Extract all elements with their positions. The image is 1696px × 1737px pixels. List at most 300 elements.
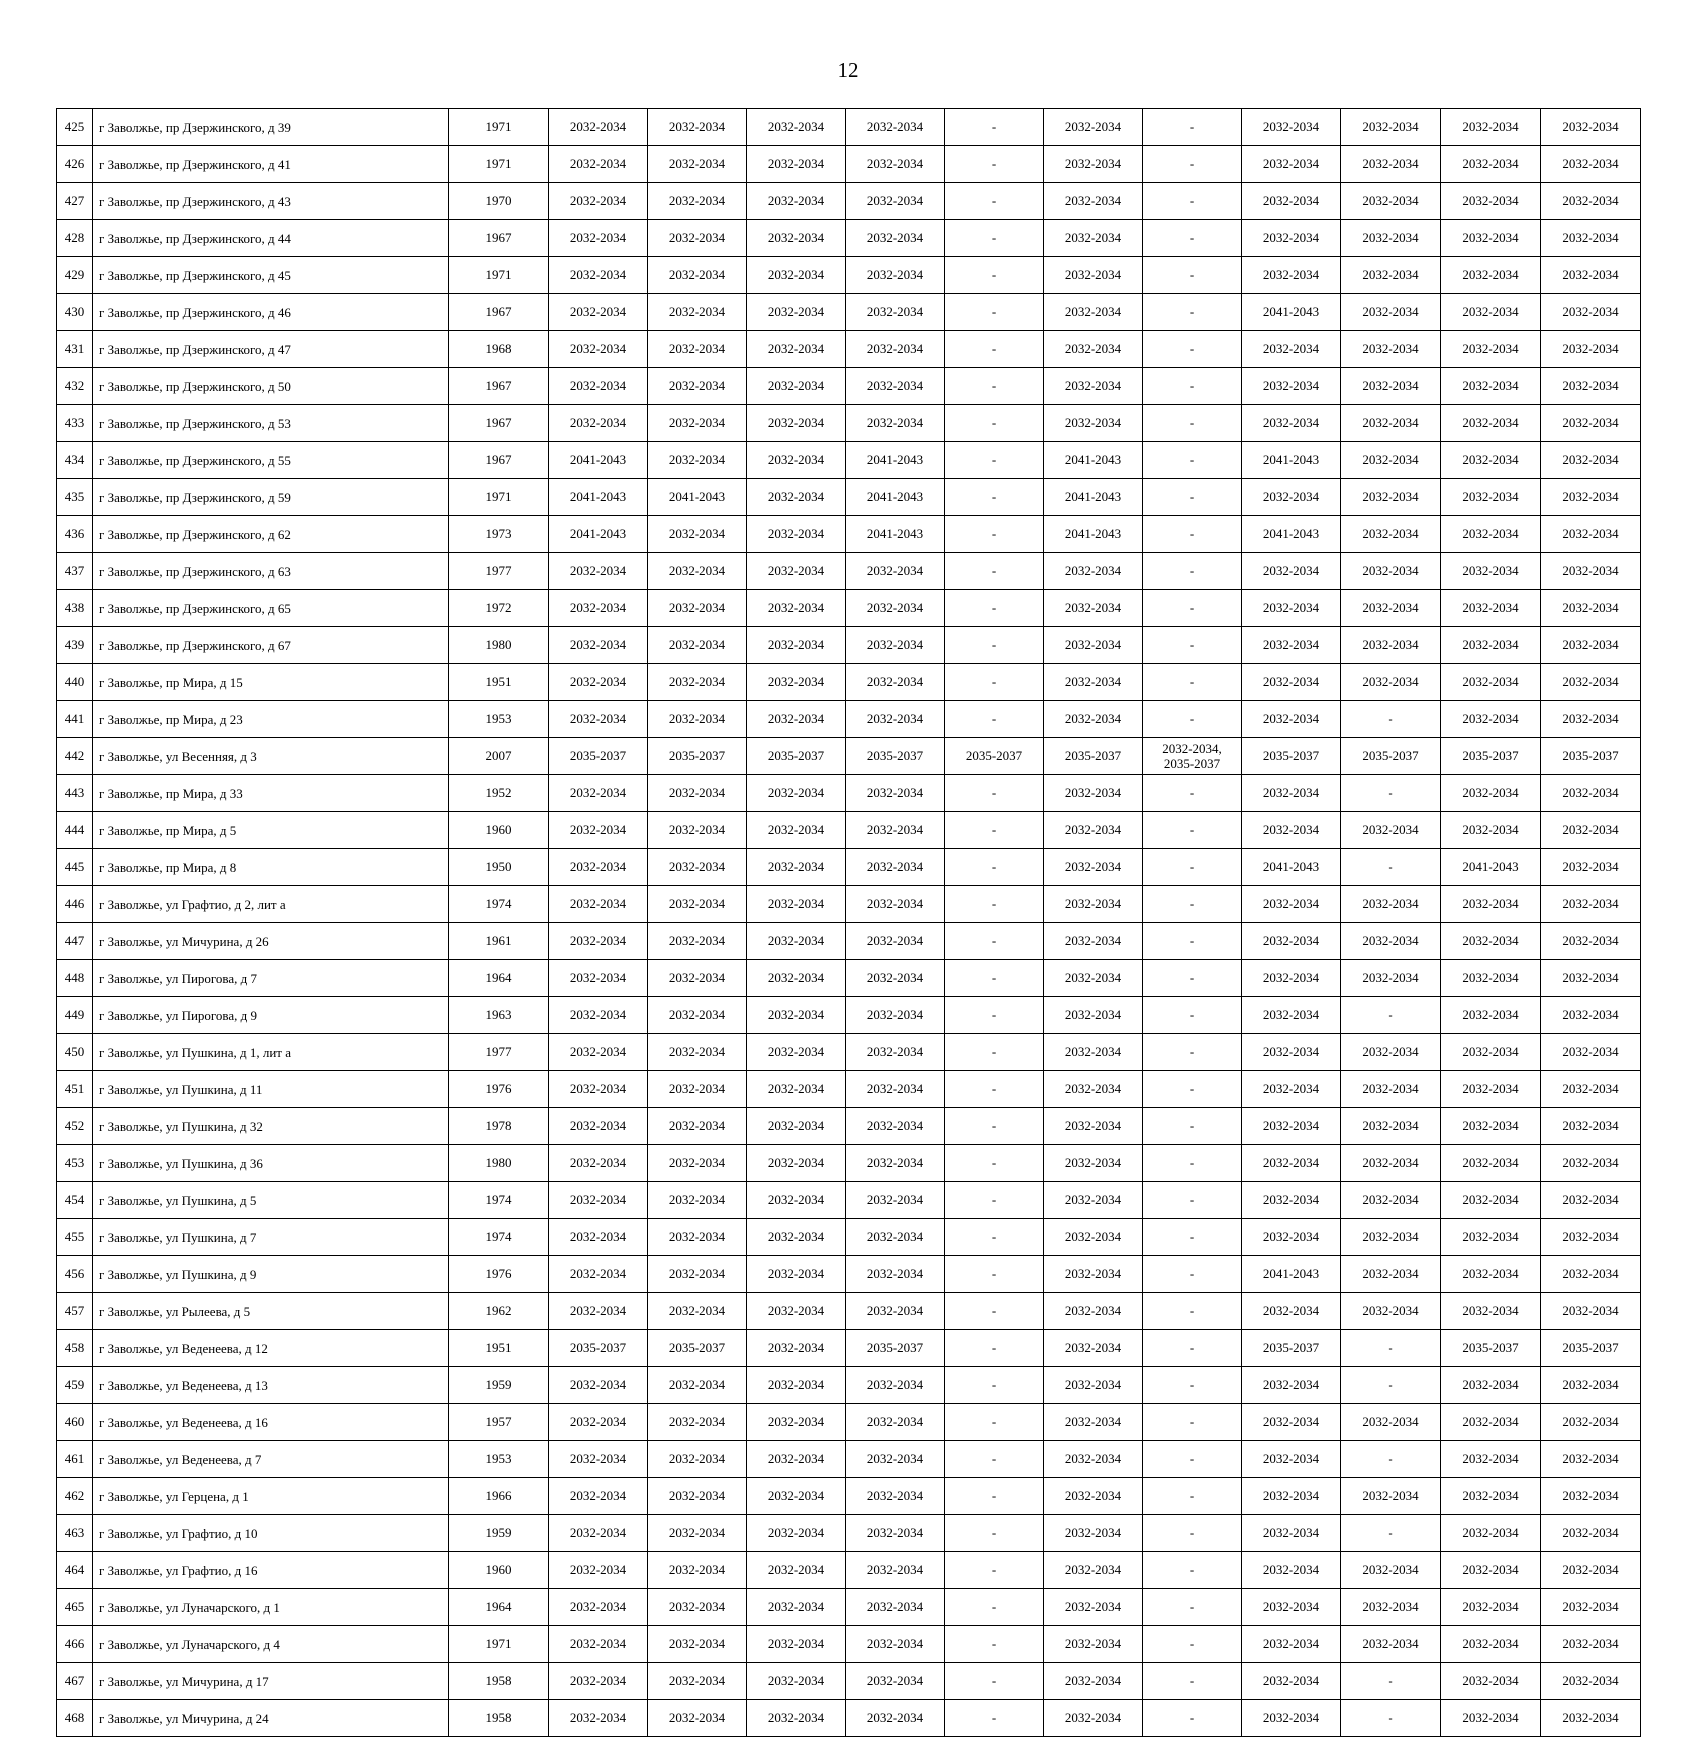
period-col-1-cell: 2041-2043 bbox=[549, 442, 648, 479]
row-number-cell: 443 bbox=[57, 775, 93, 812]
address-cell: г Заволжье, пр Мира, д 5 bbox=[93, 812, 449, 849]
period-col-4-cell: 2032-2034 bbox=[846, 1663, 945, 1700]
period-col-9-cell: 2032-2034 bbox=[1341, 294, 1441, 331]
period-col-1-cell: 2032-2034 bbox=[549, 1404, 648, 1441]
period-col-8-cell: 2032-2034 bbox=[1242, 1515, 1341, 1552]
period-col-11-cell: 2032-2034 bbox=[1541, 923, 1641, 960]
period-col-10-cell: 2032-2034 bbox=[1441, 1071, 1541, 1108]
period-col-7-cell: - bbox=[1143, 997, 1242, 1034]
table-row bbox=[57, 664, 1641, 701]
period-col-9-cell: 2032-2034 bbox=[1341, 886, 1441, 923]
table-row bbox=[57, 1478, 1641, 1515]
period-col-3-cell: 2032-2034 bbox=[747, 1441, 846, 1478]
period-col-9-cell: 2032-2034 bbox=[1341, 812, 1441, 849]
period-col-8-cell: 2032-2034 bbox=[1242, 553, 1341, 590]
period-col-6-cell: 2032-2034 bbox=[1044, 1626, 1143, 1663]
period-col-2-cell: 2032-2034 bbox=[648, 1626, 747, 1663]
table-row bbox=[57, 1663, 1641, 1700]
table-row bbox=[57, 368, 1641, 405]
period-col-7-cell: - bbox=[1143, 812, 1242, 849]
period-col-8-cell: 2032-2034 bbox=[1242, 1663, 1341, 1700]
period-col-11-cell: 2032-2034 bbox=[1541, 405, 1641, 442]
period-col-10-cell: 2032-2034 bbox=[1441, 664, 1541, 701]
period-col-1-cell: 2032-2034 bbox=[549, 923, 648, 960]
year-built-cell: 1962 bbox=[449, 1293, 549, 1330]
period-col-2-cell: 2032-2034 bbox=[648, 331, 747, 368]
period-col-10-cell: 2032-2034 bbox=[1441, 1108, 1541, 1145]
address-cell: г Заволжье, пр Дзержинского, д 59 bbox=[93, 479, 449, 516]
period-col-1-cell: 2032-2034 bbox=[549, 1219, 648, 1256]
address-cell: г Заволжье, ул Пушкина, д 36 bbox=[93, 1145, 449, 1182]
period-col-5-cell: - bbox=[945, 1404, 1044, 1441]
period-col-11-cell: 2032-2034 bbox=[1541, 1478, 1641, 1515]
period-col-8-cell: 2032-2034 bbox=[1242, 331, 1341, 368]
period-col-9-cell: 2032-2034 bbox=[1341, 479, 1441, 516]
table-row bbox=[57, 849, 1641, 886]
period-col-10-cell: 2032-2034 bbox=[1441, 923, 1541, 960]
period-col-9-cell: 2032-2034 bbox=[1341, 1552, 1441, 1589]
period-col-4-cell: 2032-2034 bbox=[846, 997, 945, 1034]
period-col-9-cell: - bbox=[1341, 1700, 1441, 1737]
address-cell: г Заволжье, пр Дзержинского, д 63 bbox=[93, 553, 449, 590]
period-col-10-cell: 2032-2034 bbox=[1441, 1293, 1541, 1330]
period-col-10-cell: 2041-2043 bbox=[1441, 849, 1541, 886]
period-col-7-cell: - bbox=[1143, 1663, 1242, 1700]
period-col-1-cell: 2041-2043 bbox=[549, 479, 648, 516]
period-col-9-cell: 2032-2034 bbox=[1341, 368, 1441, 405]
period-col-11-cell: 2032-2034 bbox=[1541, 183, 1641, 220]
year-built-cell: 1971 bbox=[449, 109, 549, 146]
row-number-cell: 438 bbox=[57, 590, 93, 627]
period-col-9-cell: - bbox=[1341, 1441, 1441, 1478]
period-col-6-cell: 2032-2034 bbox=[1044, 1071, 1143, 1108]
period-col-7-cell: - bbox=[1143, 1515, 1242, 1552]
period-col-5-cell: - bbox=[945, 1663, 1044, 1700]
period-col-1-cell: 2032-2034 bbox=[549, 553, 648, 590]
table-row bbox=[57, 627, 1641, 664]
period-col-2-cell: 2032-2034 bbox=[648, 1478, 747, 1515]
period-col-8-cell: 2032-2034 bbox=[1242, 220, 1341, 257]
table-row bbox=[57, 257, 1641, 294]
address-cell: г Заволжье, пр Дзержинского, д 45 bbox=[93, 257, 449, 294]
period-col-11-cell: 2032-2034 bbox=[1541, 1219, 1641, 1256]
period-col-6-cell: 2032-2034 bbox=[1044, 886, 1143, 923]
period-col-9-cell: 2032-2034 bbox=[1341, 1478, 1441, 1515]
period-col-1-cell: 2032-2034 bbox=[549, 1367, 648, 1404]
table-row bbox=[57, 1182, 1641, 1219]
period-col-2-cell: 2041-2043 bbox=[648, 479, 747, 516]
period-col-6-cell: 2041-2043 bbox=[1044, 516, 1143, 553]
period-col-4-cell: 2032-2034 bbox=[846, 590, 945, 627]
period-col-9-cell: 2032-2034 bbox=[1341, 923, 1441, 960]
period-col-2-cell: 2032-2034 bbox=[648, 1182, 747, 1219]
period-col-1-cell: 2041-2043 bbox=[549, 516, 648, 553]
period-col-6-cell: 2032-2034 bbox=[1044, 1145, 1143, 1182]
period-col-11-cell: 2032-2034 bbox=[1541, 553, 1641, 590]
period-col-6-cell: 2032-2034 bbox=[1044, 1441, 1143, 1478]
period-col-2-cell: 2032-2034 bbox=[648, 1219, 747, 1256]
period-col-2-cell: 2032-2034 bbox=[648, 701, 747, 738]
table-row bbox=[57, 590, 1641, 627]
period-col-6-cell: 2032-2034 bbox=[1044, 1367, 1143, 1404]
period-col-4-cell: 2032-2034 bbox=[846, 1515, 945, 1552]
period-col-11-cell: 2032-2034 bbox=[1541, 886, 1641, 923]
period-col-6-cell: 2032-2034 bbox=[1044, 590, 1143, 627]
table-row bbox=[57, 1219, 1641, 1256]
period-col-1-cell: 2032-2034 bbox=[549, 775, 648, 812]
address-cell: г Заволжье, ул Веденеева, д 16 bbox=[93, 1404, 449, 1441]
period-col-7-cell: - bbox=[1143, 1293, 1242, 1330]
year-built-cell: 1958 bbox=[449, 1700, 549, 1737]
row-number-cell: 449 bbox=[57, 997, 93, 1034]
period-col-7-cell: - bbox=[1143, 627, 1242, 664]
address-cell: г Заволжье, ул Пирогова, д 7 bbox=[93, 960, 449, 997]
period-col-3-cell: 2032-2034 bbox=[747, 1108, 846, 1145]
period-col-5-cell: - bbox=[945, 553, 1044, 590]
period-col-7-cell: - bbox=[1143, 257, 1242, 294]
period-col-4-cell: 2032-2034 bbox=[846, 1108, 945, 1145]
period-col-8-cell: 2032-2034 bbox=[1242, 1367, 1341, 1404]
period-col-1-cell: 2032-2034 bbox=[549, 220, 648, 257]
period-col-8-cell: 2041-2043 bbox=[1242, 516, 1341, 553]
period-col-6-cell: 2041-2043 bbox=[1044, 442, 1143, 479]
year-built-cell: 1977 bbox=[449, 553, 549, 590]
period-col-8-cell: 2032-2034 bbox=[1242, 1071, 1341, 1108]
period-col-6-cell: 2032-2034 bbox=[1044, 1330, 1143, 1367]
period-col-8-cell: 2032-2034 bbox=[1242, 183, 1341, 220]
period-col-9-cell: 2032-2034 bbox=[1341, 960, 1441, 997]
period-col-2-cell: 2032-2034 bbox=[648, 257, 747, 294]
period-col-11-cell: 2032-2034 bbox=[1541, 442, 1641, 479]
address-cell: г Заволжье, пр Дзержинского, д 47 bbox=[93, 331, 449, 368]
year-built-cell: 1967 bbox=[449, 294, 549, 331]
row-number-cell: 429 bbox=[57, 257, 93, 294]
period-col-7-cell: - bbox=[1143, 516, 1242, 553]
period-col-7-cell: - bbox=[1143, 1589, 1242, 1626]
period-col-3-cell: 2032-2034 bbox=[747, 849, 846, 886]
period-col-11-cell: 2032-2034 bbox=[1541, 1034, 1641, 1071]
period-col-7-cell: - bbox=[1143, 886, 1242, 923]
period-col-8-cell: 2035-2037 bbox=[1242, 738, 1341, 775]
year-built-cell: 1967 bbox=[449, 220, 549, 257]
year-built-cell: 1964 bbox=[449, 960, 549, 997]
row-number-cell: 465 bbox=[57, 1589, 93, 1626]
period-col-4-cell: 2032-2034 bbox=[846, 886, 945, 923]
period-col-2-cell: 2032-2034 bbox=[648, 664, 747, 701]
period-col-4-cell: 2032-2034 bbox=[846, 1626, 945, 1663]
period-col-11-cell: 2032-2034 bbox=[1541, 257, 1641, 294]
table-row bbox=[57, 738, 1641, 775]
year-built-cell: 1974 bbox=[449, 1219, 549, 1256]
period-col-3-cell: 2032-2034 bbox=[747, 331, 846, 368]
period-col-3-cell: 2032-2034 bbox=[747, 516, 846, 553]
period-col-10-cell: 2032-2034 bbox=[1441, 1256, 1541, 1293]
period-col-6-cell: 2032-2034 bbox=[1044, 1256, 1143, 1293]
period-col-10-cell: 2035-2037 bbox=[1441, 738, 1541, 775]
period-col-9-cell: - bbox=[1341, 775, 1441, 812]
period-col-1-cell: 2032-2034 bbox=[549, 1256, 648, 1293]
period-col-2-cell: 2032-2034 bbox=[648, 553, 747, 590]
period-col-2-cell: 2032-2034 bbox=[648, 775, 747, 812]
period-col-6-cell: 2032-2034 bbox=[1044, 1034, 1143, 1071]
table-row bbox=[57, 1256, 1641, 1293]
period-col-5-cell: - bbox=[945, 1182, 1044, 1219]
period-col-3-cell: 2032-2034 bbox=[747, 257, 846, 294]
table-row bbox=[57, 1589, 1641, 1626]
period-col-9-cell: - bbox=[1341, 997, 1441, 1034]
period-col-5-cell: - bbox=[945, 812, 1044, 849]
address-cell: г Заволжье, ул Рылеева, д 5 bbox=[93, 1293, 449, 1330]
year-built-cell: 1971 bbox=[449, 1626, 549, 1663]
year-built-cell: 1964 bbox=[449, 1589, 549, 1626]
year-built-cell: 1970 bbox=[449, 183, 549, 220]
period-col-9-cell: 2032-2034 bbox=[1341, 257, 1441, 294]
period-col-9-cell: 2032-2034 bbox=[1341, 1626, 1441, 1663]
address-cell: г Заволжье, ул Графтио, д 2, лит а bbox=[93, 886, 449, 923]
address-cell: г Заволжье, пр Дзержинского, д 65 bbox=[93, 590, 449, 627]
table-row bbox=[57, 516, 1641, 553]
period-col-8-cell: 2041-2043 bbox=[1242, 294, 1341, 331]
period-col-11-cell: 2032-2034 bbox=[1541, 664, 1641, 701]
row-number-cell: 432 bbox=[57, 368, 93, 405]
period-col-3-cell: 2032-2034 bbox=[747, 997, 846, 1034]
period-col-1-cell: 2032-2034 bbox=[549, 664, 648, 701]
period-col-2-cell: 2032-2034 bbox=[648, 1256, 747, 1293]
period-col-6-cell: 2032-2034 bbox=[1044, 1589, 1143, 1626]
address-cell: г Заволжье, ул Веденеева, д 13 bbox=[93, 1367, 449, 1404]
period-col-9-cell: 2032-2034 bbox=[1341, 1145, 1441, 1182]
period-col-5-cell: - bbox=[945, 1034, 1044, 1071]
period-col-11-cell: 2032-2034 bbox=[1541, 479, 1641, 516]
period-col-4-cell: 2032-2034 bbox=[846, 1293, 945, 1330]
year-built-cell: 1963 bbox=[449, 997, 549, 1034]
period-col-8-cell: 2032-2034 bbox=[1242, 257, 1341, 294]
period-col-5-cell: - bbox=[945, 1552, 1044, 1589]
period-col-4-cell: 2032-2034 bbox=[846, 183, 945, 220]
year-built-cell: 1953 bbox=[449, 701, 549, 738]
period-col-3-cell: 2032-2034 bbox=[747, 886, 846, 923]
period-col-10-cell: 2032-2034 bbox=[1441, 442, 1541, 479]
period-col-10-cell: 2032-2034 bbox=[1441, 1589, 1541, 1626]
period-col-4-cell: 2032-2034 bbox=[846, 109, 945, 146]
period-col-6-cell: 2032-2034 bbox=[1044, 812, 1143, 849]
row-number-cell: 454 bbox=[57, 1182, 93, 1219]
period-col-10-cell: 2032-2034 bbox=[1441, 553, 1541, 590]
period-col-11-cell: 2032-2034 bbox=[1541, 1441, 1641, 1478]
row-number-cell: 447 bbox=[57, 923, 93, 960]
period-col-3-cell: 2032-2034 bbox=[747, 109, 846, 146]
period-col-8-cell: 2032-2034 bbox=[1242, 1552, 1341, 1589]
year-built-cell: 1953 bbox=[449, 1441, 549, 1478]
period-col-7-cell: - bbox=[1143, 405, 1242, 442]
period-col-6-cell: 2032-2034 bbox=[1044, 405, 1143, 442]
period-col-11-cell: 2032-2034 bbox=[1541, 1700, 1641, 1737]
period-col-7-cell: - bbox=[1143, 183, 1242, 220]
period-col-4-cell: 2032-2034 bbox=[846, 849, 945, 886]
period-col-9-cell: 2032-2034 bbox=[1341, 109, 1441, 146]
period-col-7-cell: - bbox=[1143, 220, 1242, 257]
address-cell: г Заволжье, пр Дзержинского, д 50 bbox=[93, 368, 449, 405]
period-col-4-cell: 2032-2034 bbox=[846, 294, 945, 331]
period-col-1-cell: 2032-2034 bbox=[549, 886, 648, 923]
period-col-10-cell: 2032-2034 bbox=[1441, 1626, 1541, 1663]
period-col-11-cell: 2032-2034 bbox=[1541, 109, 1641, 146]
address-cell: г Заволжье, ул Веденеева, д 12 bbox=[93, 1330, 449, 1367]
period-col-7-cell: - bbox=[1143, 1182, 1242, 1219]
period-col-7-cell: - bbox=[1143, 664, 1242, 701]
period-col-3-cell: 2032-2034 bbox=[747, 1367, 846, 1404]
period-col-2-cell: 2035-2037 bbox=[648, 738, 747, 775]
address-cell: г Заволжье, ул Герцена, д 1 bbox=[93, 1478, 449, 1515]
period-col-8-cell: 2032-2034 bbox=[1242, 1478, 1341, 1515]
period-col-1-cell: 2032-2034 bbox=[549, 1663, 648, 1700]
year-built-cell: 1951 bbox=[449, 1330, 549, 1367]
period-col-1-cell: 2032-2034 bbox=[549, 331, 648, 368]
period-col-5-cell: - bbox=[945, 257, 1044, 294]
row-number-cell: 441 bbox=[57, 701, 93, 738]
period-col-9-cell: 2032-2034 bbox=[1341, 627, 1441, 664]
period-col-5-cell: - bbox=[945, 1441, 1044, 1478]
period-col-2-cell: 2032-2034 bbox=[648, 1367, 747, 1404]
period-col-5-cell: - bbox=[945, 997, 1044, 1034]
period-col-3-cell: 2032-2034 bbox=[747, 1478, 846, 1515]
period-col-11-cell: 2032-2034 bbox=[1541, 1256, 1641, 1293]
period-col-5-cell: - bbox=[945, 146, 1044, 183]
period-col-10-cell: 2032-2034 bbox=[1441, 331, 1541, 368]
period-col-9-cell: 2032-2034 bbox=[1341, 664, 1441, 701]
period-col-8-cell: 2032-2034 bbox=[1242, 960, 1341, 997]
period-col-6-cell: 2032-2034 bbox=[1044, 1663, 1143, 1700]
address-cell: г Заволжье, ул Веденеева, д 7 bbox=[93, 1441, 449, 1478]
period-col-4-cell: 2032-2034 bbox=[846, 1182, 945, 1219]
table-row bbox=[57, 812, 1641, 849]
period-col-2-cell: 2032-2034 bbox=[648, 849, 747, 886]
address-cell: г Заволжье, пр Дзержинского, д 44 bbox=[93, 220, 449, 257]
period-col-1-cell: 2032-2034 bbox=[549, 1515, 648, 1552]
repair-schedule-table bbox=[56, 108, 1641, 1737]
period-col-8-cell: 2032-2034 bbox=[1242, 1219, 1341, 1256]
period-col-3-cell: 2032-2034 bbox=[747, 1330, 846, 1367]
period-col-9-cell: - bbox=[1341, 1367, 1441, 1404]
period-col-2-cell: 2032-2034 bbox=[648, 1663, 747, 1700]
period-col-8-cell: 2032-2034 bbox=[1242, 1700, 1341, 1737]
period-col-10-cell: 2032-2034 bbox=[1441, 109, 1541, 146]
period-col-10-cell: 2032-2034 bbox=[1441, 960, 1541, 997]
period-col-6-cell: 2032-2034 bbox=[1044, 368, 1143, 405]
period-col-8-cell: 2032-2034 bbox=[1242, 812, 1341, 849]
year-built-cell: 1967 bbox=[449, 442, 549, 479]
period-col-8-cell: 2032-2034 bbox=[1242, 1034, 1341, 1071]
period-col-10-cell: 2032-2034 bbox=[1441, 1441, 1541, 1478]
period-col-1-cell: 2032-2034 bbox=[549, 1478, 648, 1515]
period-col-9-cell: 2032-2034 bbox=[1341, 1256, 1441, 1293]
period-col-5-cell: - bbox=[945, 627, 1044, 664]
period-col-5-cell: - bbox=[945, 849, 1044, 886]
period-col-7-cell: - bbox=[1143, 960, 1242, 997]
period-col-9-cell: 2032-2034 bbox=[1341, 220, 1441, 257]
period-col-10-cell: 2032-2034 bbox=[1441, 479, 1541, 516]
period-col-3-cell: 2032-2034 bbox=[747, 1515, 846, 1552]
year-built-cell: 1980 bbox=[449, 1145, 549, 1182]
period-col-7-cell: - bbox=[1143, 1552, 1242, 1589]
period-col-11-cell: 2032-2034 bbox=[1541, 516, 1641, 553]
period-col-1-cell: 2032-2034 bbox=[549, 1108, 648, 1145]
table-row bbox=[57, 294, 1641, 331]
period-col-5-cell: - bbox=[945, 923, 1044, 960]
period-col-4-cell: 2032-2034 bbox=[846, 1219, 945, 1256]
period-col-3-cell: 2032-2034 bbox=[747, 664, 846, 701]
period-col-3-cell: 2032-2034 bbox=[747, 1626, 846, 1663]
year-built-cell: 1961 bbox=[449, 923, 549, 960]
year-built-cell: 1959 bbox=[449, 1515, 549, 1552]
period-col-5-cell: - bbox=[945, 442, 1044, 479]
table-row bbox=[57, 553, 1641, 590]
period-col-7-cell: - bbox=[1143, 109, 1242, 146]
period-col-3-cell: 2032-2034 bbox=[747, 1404, 846, 1441]
table-row bbox=[57, 1700, 1641, 1737]
period-col-6-cell: 2032-2034 bbox=[1044, 109, 1143, 146]
row-number-cell: 468 bbox=[57, 1700, 93, 1737]
year-built-cell: 2007 bbox=[449, 738, 549, 775]
period-col-8-cell: 2032-2034 bbox=[1242, 923, 1341, 960]
period-col-1-cell: 2032-2034 bbox=[549, 849, 648, 886]
period-col-2-cell: 2032-2034 bbox=[648, 812, 747, 849]
period-col-7-cell: - bbox=[1143, 775, 1242, 812]
address-cell: г Заволжье, пр Дзержинского, д 55 bbox=[93, 442, 449, 479]
period-col-5-cell: - bbox=[945, 331, 1044, 368]
period-col-4-cell: 2032-2034 bbox=[846, 627, 945, 664]
period-col-3-cell: 2032-2034 bbox=[747, 701, 846, 738]
address-cell: г Заволжье, ул Луначарского, д 1 bbox=[93, 1589, 449, 1626]
address-cell: г Заволжье, ул Пушкина, д 32 bbox=[93, 1108, 449, 1145]
period-col-3-cell: 2035-2037 bbox=[747, 738, 846, 775]
year-built-cell: 1960 bbox=[449, 812, 549, 849]
period-col-3-cell: 2032-2034 bbox=[747, 553, 846, 590]
year-built-cell: 1971 bbox=[449, 479, 549, 516]
period-col-9-cell: - bbox=[1341, 701, 1441, 738]
address-cell: г Заволжье, пр Мира, д 33 bbox=[93, 775, 449, 812]
period-col-1-cell: 2032-2034 bbox=[549, 109, 648, 146]
period-col-8-cell: 2032-2034 bbox=[1242, 701, 1341, 738]
table-row bbox=[57, 1034, 1641, 1071]
period-col-2-cell: 2032-2034 bbox=[648, 923, 747, 960]
period-col-10-cell: 2032-2034 bbox=[1441, 775, 1541, 812]
period-col-2-cell: 2032-2034 bbox=[648, 1145, 747, 1182]
period-col-7-cell: - bbox=[1143, 294, 1242, 331]
period-col-11-cell: 2032-2034 bbox=[1541, 294, 1641, 331]
period-col-11-cell: 2032-2034 bbox=[1541, 960, 1641, 997]
period-col-5-cell: 2035-2037 bbox=[945, 738, 1044, 775]
period-col-10-cell: 2032-2034 bbox=[1441, 368, 1541, 405]
period-col-10-cell: 2032-2034 bbox=[1441, 183, 1541, 220]
period-col-1-cell: 2032-2034 bbox=[549, 1441, 648, 1478]
period-col-4-cell: 2032-2034 bbox=[846, 1478, 945, 1515]
period-col-10-cell: 2032-2034 bbox=[1441, 220, 1541, 257]
row-number-cell: 451 bbox=[57, 1071, 93, 1108]
period-col-1-cell: 2032-2034 bbox=[549, 1626, 648, 1663]
period-col-9-cell: 2032-2034 bbox=[1341, 590, 1441, 627]
table-row bbox=[57, 997, 1641, 1034]
period-col-8-cell: 2032-2034 bbox=[1242, 1108, 1341, 1145]
period-col-1-cell: 2032-2034 bbox=[549, 1552, 648, 1589]
period-col-9-cell: - bbox=[1341, 1515, 1441, 1552]
period-col-11-cell: 2032-2034 bbox=[1541, 627, 1641, 664]
period-col-8-cell: 2032-2034 bbox=[1242, 664, 1341, 701]
row-number-cell: 466 bbox=[57, 1626, 93, 1663]
row-number-cell: 457 bbox=[57, 1293, 93, 1330]
period-col-7-cell: - bbox=[1143, 1330, 1242, 1367]
period-col-11-cell: 2032-2034 bbox=[1541, 1367, 1641, 1404]
